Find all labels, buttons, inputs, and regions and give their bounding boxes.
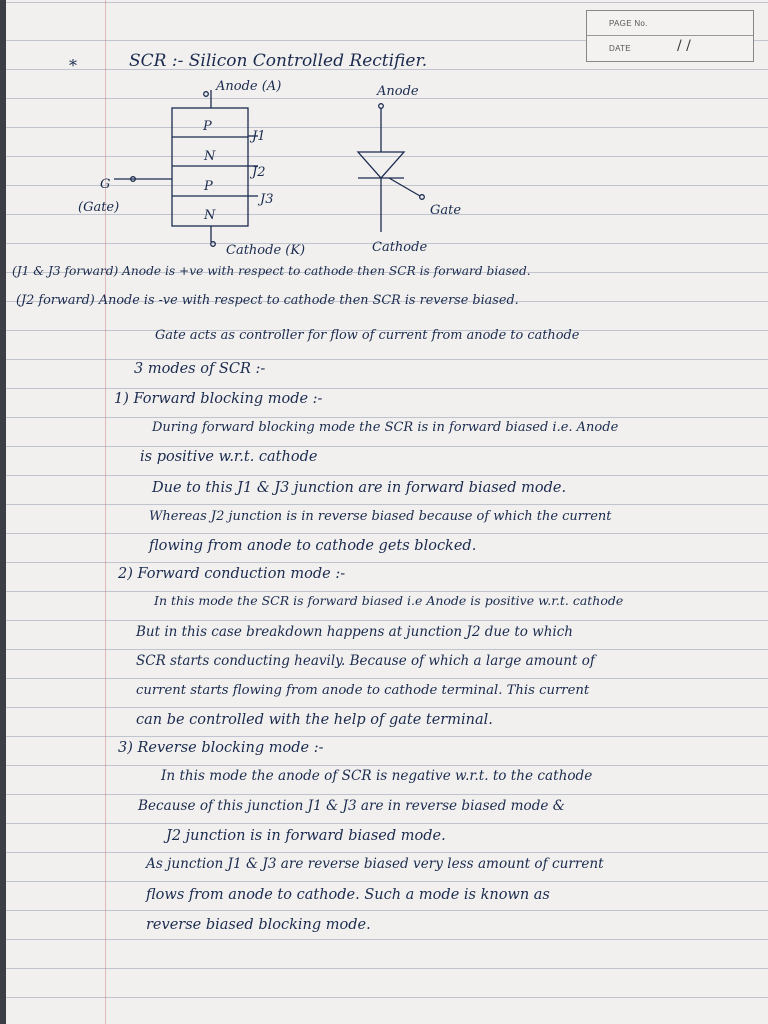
note-line: current starts flowing from anode to cathode terminal. This current — [136, 683, 590, 698]
date-label: DATE — [609, 44, 631, 53]
gate-right-label: Gate — [430, 203, 462, 218]
note-line: flows from anode to cathode. Such a mode is known as — [146, 887, 550, 903]
gate-left-label: G — [100, 177, 111, 192]
note-line: J2 junction is in forward biased mode. — [166, 828, 446, 844]
note-line: is positive w.r.t. cathode — [140, 449, 318, 465]
notebook-page — [6, 0, 768, 1024]
page-title: SCR :- Silicon Controlled Rectifier. — [129, 51, 428, 71]
note-line: reverse biased blocking mode. — [146, 917, 371, 933]
junction-j1: J1 — [252, 129, 266, 144]
note-line: SCR starts conducting heavily. Because of which a large amount of — [136, 653, 595, 669]
note-line: Whereas J2 junction is in reverse biased because of which the current — [149, 509, 612, 524]
note-line: 1) Forward blocking mode :- — [114, 391, 323, 407]
cathode-right-label: Cathode — [372, 240, 428, 255]
scr-diagram — [6, 0, 768, 270]
gate-left-paren: (Gate) — [78, 200, 120, 215]
note-line: 2) Forward conduction mode :- — [118, 566, 346, 582]
note-line: Due to this J1 & J3 junction are in forward biased mode. — [152, 480, 567, 496]
layer-n2: N — [204, 208, 216, 223]
layer-p1: P — [203, 119, 212, 134]
note-line: can be controlled with the help of gate terminal. — [136, 712, 493, 728]
star-bullet: * — [69, 56, 77, 75]
cathode-left-label: Cathode (K) — [226, 243, 306, 258]
note-line: (J2 forward) Anode is -ve with respect to cathode then SCR is reverse biased. — [16, 293, 519, 308]
note-line: In this mode the SCR is forward biased i.e Anode is positive w.r.t. cathode — [154, 593, 624, 608]
note-line: Because of this junction J1 & J3 are in reverse biased mode & — [138, 798, 565, 814]
page-no-label: PAGE No. — [609, 19, 648, 28]
anode-right-label: Anode — [377, 84, 419, 99]
junction-j3: J3 — [260, 192, 274, 207]
note-line: As junction J1 & J3 are reverse biased very less amount of current — [146, 856, 604, 872]
note-line: 3 modes of SCR :- — [134, 361, 266, 377]
note-line: In this mode the anode of SCR is negative w.r.t. to the cathode — [161, 768, 593, 784]
note-line: Gate acts as controller for flow of current from anode to cathode — [155, 328, 580, 343]
note-line: But in this case breakdown happens at junction J2 due to which — [136, 624, 573, 640]
anode-left-label: Anode (A) — [216, 79, 282, 94]
layer-n1: N — [204, 149, 216, 164]
junction-j2: J2 — [252, 165, 266, 180]
date-value: / / — [677, 38, 691, 54]
note-line: flowing from anode to cathode gets blocked. — [149, 538, 477, 554]
note-line: During forward blocking mode the SCR is in forward biased i.e. Anode — [152, 420, 619, 435]
note-line: (J1 & J3 forward) Anode is +ve with respect to cathode then SCR is forward biased. — [12, 264, 531, 278]
layer-p2: P — [204, 179, 213, 194]
note-line: 3) Reverse blocking mode :- — [118, 740, 324, 756]
